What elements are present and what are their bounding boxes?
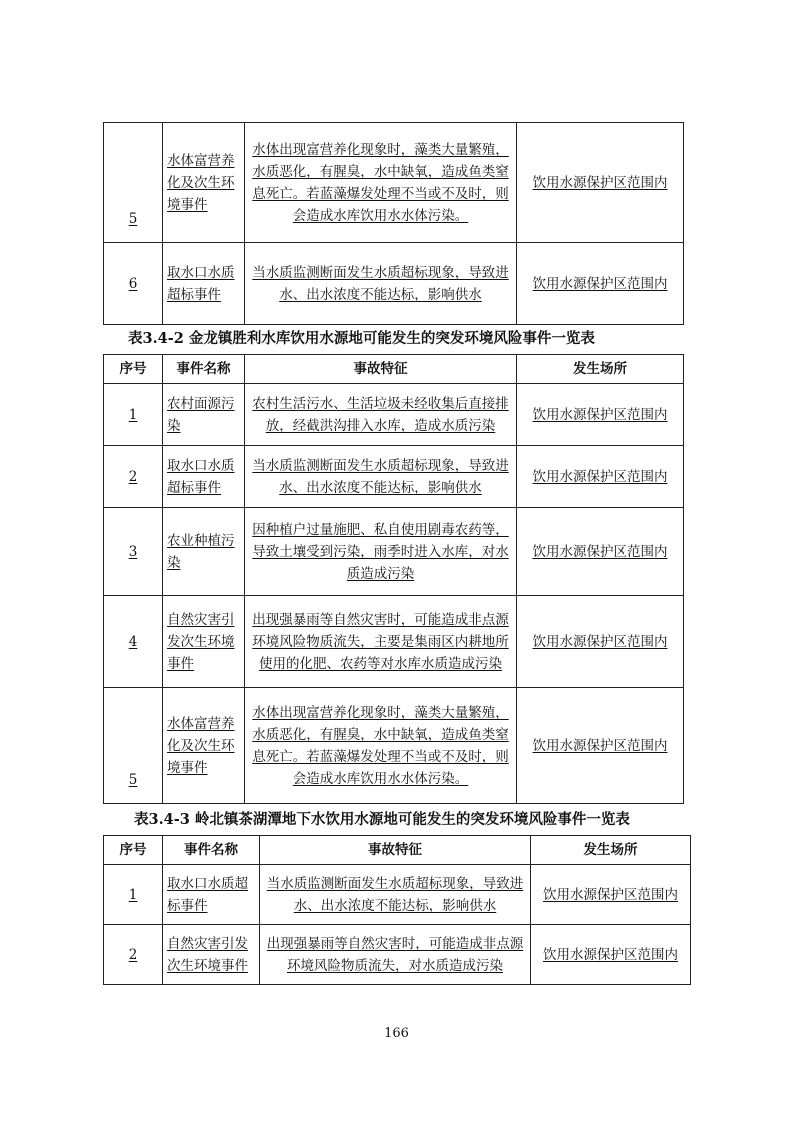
header-feature: 事故特征 (245, 355, 517, 384)
event-place: 饮用水源保护区范围内 (517, 123, 684, 243)
row-number: 3 (104, 508, 163, 596)
event-name: 取水口水质超标事件 (163, 446, 245, 508)
table-header-row (104, 355, 684, 384)
header-no: 序号 (104, 355, 163, 384)
event-place: 饮用水源保护区范围内 (531, 925, 691, 985)
event-name: 自然灾害引发次生环境事件 (163, 925, 260, 985)
event-place: 饮用水源保护区范围内 (517, 384, 684, 446)
event-feature: 水体出现富营养化现象时，藻类大量繁殖，水质恶化，有腥臭，水中缺氧，造成鱼类窒息死亡。若蓝藻爆发处理不当或不及时，则会造成水库饮用水水体污染。 (245, 123, 517, 243)
event-place: 饮用水源保护区范围内 (517, 446, 684, 508)
table-row (104, 446, 684, 508)
table-row (104, 384, 684, 446)
row-number: 2 (104, 446, 163, 508)
event-feature: 出现强暴雨等自然灾害时，可能造成非点源环境风险物质流失，主要是集雨区内耕地所使用的化肥、农药等对水库水质造成污染 (245, 596, 517, 688)
row-number: 4 (104, 596, 163, 688)
event-feature: 出现强暴雨等自然灾害时，可能造成非点源环境风险物质流失，对水质造成污染 (260, 925, 531, 985)
table-row (104, 865, 691, 925)
table-row (104, 596, 684, 688)
event-feature: 农村生活污水、生活垃圾未经收集后直接排放，经截洪沟排入水库，造成水质污染 (245, 384, 517, 446)
event-place: 饮用水源保护区范围内 (517, 243, 684, 325)
event-name: 自然灾害引发次生环境事件 (163, 596, 245, 688)
header-feature: 事故特征 (260, 836, 531, 865)
event-place: 饮用水源保护区范围内 (517, 508, 684, 596)
row-number: 2 (104, 925, 163, 985)
event-name: 水体富营养化及次生环境事件 (163, 688, 245, 804)
event-feature: 水体出现富营养化现象时，藻类大量繁殖，水质恶化，有腥臭，水中缺氧，造成鱼类窒息死亡。若蓝藻爆发处理不当或不及时，则会造成水库饮用水水体污染。 (245, 688, 517, 804)
row-number: 6 (104, 243, 163, 325)
header-place: 发生场所 (517, 355, 684, 384)
row-number: 5 (104, 123, 163, 243)
header-name: 事件名称 (163, 836, 260, 865)
event-place: 饮用水源保护区范围内 (517, 596, 684, 688)
event-feature: 因种植户过量施肥、私自使用剧毒农药等，导致土壤受到污染，雨季时进入水库，对水质造成污染 (245, 508, 517, 596)
header-place: 发生场所 (531, 836, 691, 865)
event-name: 取水口水质超标事件 (163, 865, 260, 925)
event-name: 农业种植污染 (163, 508, 245, 596)
header-name: 事件名称 (163, 355, 245, 384)
event-place: 饮用水源保护区范围内 (531, 865, 691, 925)
table-row (104, 688, 684, 804)
row-number: 5 (104, 688, 163, 804)
table-continued (103, 122, 684, 325)
table-row (104, 508, 684, 596)
header-no: 序号 (104, 836, 163, 865)
page-number: 166 (384, 1026, 409, 1041)
event-feature: 当水质监测断面发生水质超标现象，导致进水、出水浓度不能达标，影响供水 (245, 243, 517, 325)
event-name: 取水口水质超标事件 (163, 243, 245, 325)
table-header-row (104, 836, 691, 865)
event-feature: 当水质监测断面发生水质超标现象，导致进水、出水浓度不能达标，影响供水 (245, 446, 517, 508)
event-name: 水体富营养化及次生环境事件 (163, 123, 245, 243)
table-row (104, 243, 684, 325)
row-number: 1 (104, 384, 163, 446)
risk-events-table-shengli (103, 354, 684, 804)
row-number: 1 (104, 865, 163, 925)
table-row (104, 123, 684, 243)
event-feature: 当水质监测断面发生水质超标现象，导致进水、出水浓度不能达标，影响供水 (260, 865, 531, 925)
table-caption: 表3.4-2 金龙镇胜利水库饮用水源地可能发生的突发环境风险事件一览表 (128, 330, 595, 347)
event-place: 饮用水源保护区范围内 (517, 688, 684, 804)
table-caption: 表3.4-3 岭北镇茶湖潭地下水饮用水源地可能发生的突发环境风险事件一览表 (134, 811, 630, 828)
risk-events-table-chahutan (103, 835, 691, 985)
table-row (104, 925, 691, 985)
event-name: 农村面源污染 (163, 384, 245, 446)
